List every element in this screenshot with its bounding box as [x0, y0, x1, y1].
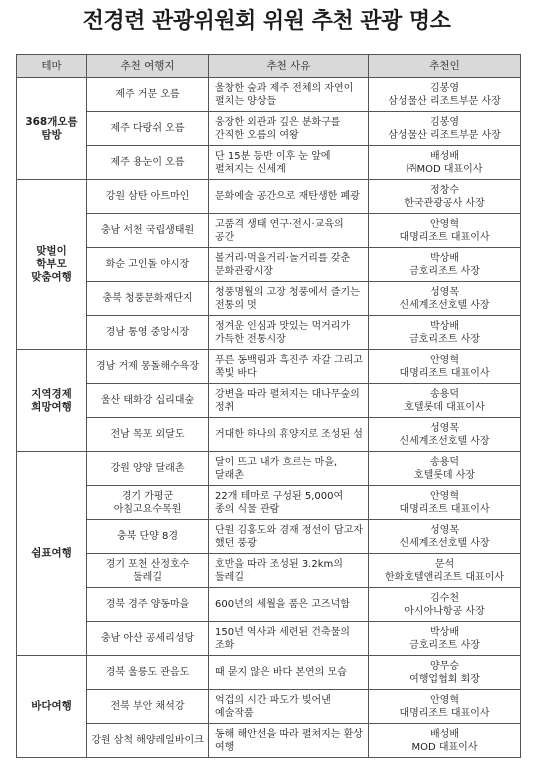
- place-cell: 충북 청풍문화재단지: [87, 282, 209, 316]
- reason-cell: 거대한 하나의 휴양지로 조성된 섬: [209, 418, 369, 452]
- recommender-title: 대명리조트 대표이사: [399, 503, 490, 515]
- recommender-title: 금호리조트 사장: [409, 265, 480, 277]
- reason-cell: 동해 해안선을 따라 펼쳐지는 환상 여행: [209, 724, 369, 758]
- reason-cell: 호반을 따라 조성된 3.2km의 둘레길: [209, 554, 369, 588]
- place-cell: 제주 용눈이 오름: [87, 146, 209, 180]
- place-cell: 경남 거제 몽돌해수욕장: [87, 350, 209, 384]
- recommender-cell: [369, 418, 521, 452]
- recommender-title: 대명리조트 대표이사: [399, 231, 490, 243]
- place-cell: 충남 서천 국립생태원: [87, 214, 209, 248]
- table-row: [17, 588, 521, 622]
- recommender-cell: [369, 690, 521, 724]
- recommender-cell: [369, 486, 521, 520]
- recommender-name: 성영목: [430, 524, 459, 536]
- recommender-name: 안영혁: [430, 354, 459, 366]
- recommender-title: 신세계조선호텔 사장: [399, 537, 490, 549]
- recommender-title: 대명리조트 대표이사: [399, 367, 490, 379]
- reason-cell: 문화예술 공간으로 재탄생한 폐광: [209, 180, 369, 214]
- recommender-cell: [369, 350, 521, 384]
- reason-cell: 억겁의 시간 파도가 빚어낸 예술작품: [209, 690, 369, 724]
- recommender-cell: [369, 656, 521, 690]
- recommender-cell: [369, 112, 521, 146]
- recommender-cell: [369, 282, 521, 316]
- table-row: [17, 214, 521, 248]
- table-row: [17, 248, 521, 282]
- reason-cell: 때 묻지 않은 바다 본연의 모습: [209, 656, 369, 690]
- table-row: [17, 180, 521, 214]
- table-row: [17, 554, 521, 588]
- recommender-title: 신세계조선호텔 사장: [399, 435, 490, 447]
- recommender-name: 박상배: [430, 626, 459, 638]
- place-cell: 강원 양양 달래촌: [87, 452, 209, 486]
- place-cell: 제주 다랑쉬 오름: [87, 112, 209, 146]
- table-row: [17, 146, 521, 180]
- recommender-title: 호텔롯데 사장: [413, 469, 476, 481]
- recommender-cell: [369, 452, 521, 486]
- place-cell: 제주 거문 오름: [87, 78, 209, 112]
- table-header-row: [17, 55, 521, 78]
- table-row: [17, 350, 521, 384]
- table-row: [17, 418, 521, 452]
- recommender-name: 안영혁: [430, 490, 459, 502]
- reason-cell: 볼거리·먹을거리·놀거리를 갖춘 문화관광시장: [209, 248, 369, 282]
- reason-cell: 600년의 세월을 품은 고즈넉함: [209, 588, 369, 622]
- reason-cell: 푸른 동백림과 흑진주 자갈 그리고 쪽빛 바다: [209, 350, 369, 384]
- place-cell: 경북 경주 양동마을: [87, 588, 209, 622]
- recommender-title: 호텔롯데 대표이사: [404, 401, 485, 413]
- recommender-title: 삼성물산 리조트부문 사장: [388, 129, 501, 141]
- recommender-name: 정창수: [430, 184, 459, 196]
- recommender-title: ㈜MOD 대표이사: [406, 163, 483, 175]
- recommender-name: 양무승: [430, 660, 459, 672]
- page-title: 전경련 관광위원회 위원 추천 관광 명소: [82, 9, 451, 34]
- place-cell: 전북 부안 채석강: [87, 690, 209, 724]
- recommender-name: 김봉영: [430, 116, 459, 128]
- table-row: [17, 656, 521, 690]
- place-cell: 강원 삼탄 아트마인: [87, 180, 209, 214]
- recommender-name: 박상배: [430, 252, 459, 264]
- reason-cell: 고품격 생태 연구·전시·교육의 공간: [209, 214, 369, 248]
- table-row: [17, 384, 521, 418]
- recommender-cell: [369, 78, 521, 112]
- recommender-name: 송용덕: [430, 456, 459, 468]
- recommender-name: 성영목: [430, 286, 459, 298]
- place-cell: 경남 통영 중앙시장: [87, 316, 209, 350]
- place-cell: 경기 포천 산정호수 둘레길: [87, 554, 209, 588]
- recommender-cell: [369, 724, 521, 758]
- recommender-cell: [369, 316, 521, 350]
- reason-cell: 웅장한 외관과 깊은 분화구를 간직한 오름의 여왕: [209, 112, 369, 146]
- place-cell: 경북 울릉도 관음도: [87, 656, 209, 690]
- recommender-cell: [369, 248, 521, 282]
- header-theme: 테마: [17, 55, 87, 78]
- reason-cell: 단 15분 등반 이후 눈 앞에 펼쳐지는 신세계: [209, 146, 369, 180]
- reason-cell: 단원 김홍도와 겸재 정선이 담고자 했던 풍광: [209, 520, 369, 554]
- theme-cell: 바다여행: [17, 656, 87, 758]
- recommendation-table: [16, 54, 521, 758]
- recommender-cell: [369, 588, 521, 622]
- theme-cell: 맞벌이 학부모 맞춤여행: [17, 180, 87, 350]
- table-row: [17, 724, 521, 758]
- recommender-cell: [369, 214, 521, 248]
- place-cell: 충북 단양 8경: [87, 520, 209, 554]
- place-cell: 울산 태화강 십리대숲: [87, 384, 209, 418]
- recommender-title: 금호리조트 사장: [409, 333, 480, 345]
- recommender-title: 금호리조트 사장: [409, 639, 480, 651]
- recommender-title: 여행업협회 회장: [409, 673, 480, 685]
- table-row: [17, 690, 521, 724]
- place-cell: 전남 목포 외달도: [87, 418, 209, 452]
- table-row: [17, 486, 521, 520]
- reason-cell: 150년 역사과 세련된 건축물의 조화: [209, 622, 369, 656]
- table-row: [17, 520, 521, 554]
- recommender-title: 신세계조선호텔 사장: [399, 299, 490, 311]
- header-place: 추천 여행지: [87, 55, 209, 78]
- recommender-cell: [369, 520, 521, 554]
- recommender-name: 배성배: [430, 728, 459, 740]
- recommender-name: 박상배: [430, 320, 459, 332]
- recommender-name: 배성배: [430, 150, 459, 162]
- table-row: [17, 316, 521, 350]
- recommender-name: 김수천: [430, 592, 459, 604]
- recommender-title: 아시아나항공 사장: [404, 605, 485, 617]
- recommender-cell: [369, 180, 521, 214]
- recommender-name: 성영목: [430, 422, 459, 434]
- recommender-cell: [369, 622, 521, 656]
- recommender-name: 안영혁: [430, 218, 459, 230]
- header-reason: 추천 사유: [209, 55, 369, 78]
- recommender-title: 한국관광공사 사장: [404, 197, 485, 209]
- theme-cell: 지역경제 희망여행: [17, 350, 87, 452]
- recommender-title: 삼성물산 리조트부문 사장: [388, 95, 501, 107]
- reason-cell: 청풍명월의 고장 청풍에서 즐기는 전통의 멋: [209, 282, 369, 316]
- table-body: [17, 78, 521, 758]
- recommender-title: MOD 대표이사: [411, 741, 478, 753]
- place-cell: 경기 가평군 아침고요수목원: [87, 486, 209, 520]
- table-row: [17, 622, 521, 656]
- table-row: [17, 452, 521, 486]
- recommender-name: 송용덕: [430, 388, 459, 400]
- recommender-title: 대명리조트 대표이사: [399, 707, 490, 719]
- place-cell: 화순 고인돌 야시장: [87, 248, 209, 282]
- table-row: [17, 112, 521, 146]
- theme-cell: 368개오름 탐방: [17, 78, 87, 180]
- theme-cell: 쉼표여행: [17, 452, 87, 656]
- recommender-name: 안영혁: [430, 694, 459, 706]
- reason-cell: 22개 테마로 구성된 5,000여 종의 식물 관람: [209, 486, 369, 520]
- reason-cell: 달이 뜨고 내가 흐르는 마을, 달래촌: [209, 452, 369, 486]
- recommender-name: 문석: [434, 558, 455, 570]
- recommender-cell: [369, 554, 521, 588]
- place-cell: 충남 아산 공세리성당: [87, 622, 209, 656]
- place-cell: 강원 삼척 해양레일바이크: [87, 724, 209, 758]
- reason-cell: 강변을 따라 펼쳐지는 대나무숲의 정취: [209, 384, 369, 418]
- recommender-name: 김봉영: [430, 82, 459, 94]
- recommender-cell: [369, 146, 521, 180]
- table-row: [17, 282, 521, 316]
- reason-cell: 정겨운 인심과 맛있는 먹거리가 가득한 전통시장: [209, 316, 369, 350]
- recommender-title: 한화호텔앤리조트 대표이사: [384, 571, 505, 583]
- table-row: [17, 78, 521, 112]
- header-recommender: 추천인: [369, 55, 521, 78]
- reason-cell: 울창한 숲과 제주 전체의 자연이 펼치는 양상들: [209, 78, 369, 112]
- recommender-cell: [369, 384, 521, 418]
